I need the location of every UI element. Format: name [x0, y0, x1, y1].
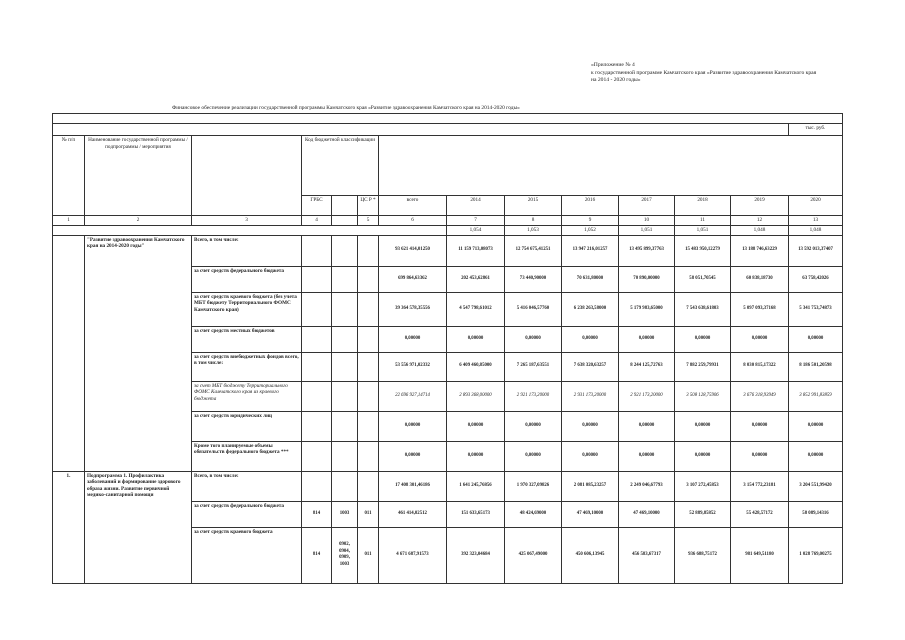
program-name: "Развитие здравоохранения Камчатского края на 2014-2020 годы" [85, 235, 192, 471]
top-border-cell [53, 114, 843, 124]
appendix-line-3: на 2014 - 2020 годы» [591, 77, 641, 84]
appendix-line-2: к государственной программе Камчатского края «Развитие здравоохранения Камчатского края [591, 69, 817, 76]
header-name: Наименование государственной программы / подпрограммы / мероприятия [85, 136, 192, 216]
table-row: за счет средств краевого бюджета (без учета МБТ бюджету Территориального ФОМС Камчатского края) 39 364 578,35556 4 547 798,61012 5 416 046,57760 6 238 263,58000 5 179 983,65000 7 543 638,61803 5 097 093,37168 5 341 753,74873 [53, 292, 843, 326]
table-row: за счет средств местных бюджетов 0,00000 0,00000 0,00000 0,00000 0,00000 0,00000 0,00000 0,00000 [53, 326, 843, 352]
column-numbers-row: 1 2 3 4 5 6 7 8 9 10 11 12 13 [53, 216, 843, 226]
header-total: всего [379, 196, 447, 216]
coefficients-row: 1,054 1,053 1,052 1,051 1,051 1,048 1,048 [53, 225, 843, 235]
table-row: Кроме того планируемые объемы обязательств федерального бюджета *** 0,00000 0,00000 0,00000 0,00000 0,00000 0,00000 0,00000 0,00000 [53, 441, 843, 471]
appendix-line-1: «Приложение № 4 [591, 62, 635, 68]
header-grbs: ГРБС [302, 196, 332, 216]
units-label: тыс. руб. [789, 124, 843, 136]
header-2018: 2018 [675, 196, 731, 216]
table-top-row [53, 114, 843, 124]
header-2017: 2017 [619, 196, 675, 216]
financing-table [52, 113, 843, 584]
document-title: Финансовое обеспечение реализации государственной программы Камчатского края «Развитие здравоохранения Камчатского края на 2014-2020 годы» [172, 105, 520, 111]
table-row: за счет средств федерального бюджета 699 864,63362 202 453,62861 73 440,90000 70 631,80000 70 890,00000 58 051,70545 60 838,18730 63 758,42026 [53, 266, 843, 292]
subprogram-1-num: 1. [53, 471, 85, 583]
header-2019: 2019 [731, 196, 789, 216]
table-row: "Развитие здравоохранения Камчатского края на 2014-2020 годы" Всего, в том числе: 93 621 414,01250 11 159 713,08073 12 754 675,41251 13 947 216,01257 13 495 899,37763 15 483 950,12279 13 188 746,63229 13 592 013,37407 [53, 235, 843, 266]
table-row: за счет МБТ бюджету Территориального ФОМС Камчатского края из краевого бюджета 22 696 927,14714 2 893 368,00000 2 921 173,20000 2 931 173,20000 2 921 173,20000 3 508 128,75906 3 676 318,93949 3 852 991,83859 [53, 381, 843, 411]
header-2020: 2020 [789, 196, 843, 216]
header-2014: 2014 [447, 196, 505, 216]
header-2016: 2016 [562, 196, 619, 216]
table-row: 1. Подпрограмма 1. Профилактика заболеваний и формирование здорового образа жизни. Развитие первичной медико-санитарной помощи Всего, в том числе: 17 408 301,46186 1 641 245,76856 1 970 327,09826 2 081 085,23257 2 249 046,67793 3 107 272,45853 3 154 772,23181 3 204 551,99420 [53, 471, 843, 501]
table-row: за счет средств федерального бюджета 814 1003 011 461 414,02512 151 633,65173 48 424,69000 47 469,10000 47 469,10000 52 889,85852 55 428,57172 58 089,14316 [53, 501, 843, 527]
subprogram-1-name: Подпрограмма 1. Профилактика заболеваний и формирование здорового образа жизни. Развитие первичной медико-санитарной помощи [85, 471, 192, 583]
table-row: за счет средств краевого бюджета 814 0902, 0904, 0909, 1003 011 4 671 687,91573 392 323,04684 425 067,49000 450 606,13945 456 583,67317 936 688,75172 981 649,51180 1 028 769,00275 [53, 527, 843, 583]
units-row [53, 124, 843, 136]
header-row [53, 136, 843, 196]
table-row: за счет средств юридических лиц 0,00000 0,00000 0,00000 0,00000 0,00000 0,00000 0,00000 0,00000 [53, 411, 843, 441]
appendix-note [591, 62, 891, 85]
header-num: № п/п [53, 136, 85, 216]
header-2015: 2015 [505, 196, 562, 216]
header-cs: ЦС Р * [358, 196, 379, 216]
header-code: Код бюджетной классификации [302, 136, 379, 196]
table-row: за счет средств внебюджетных фондов всего, в том числе: 53 556 971,02332 6 409 460,85000 7 265 187,63551 7 638 320,63257 8 244 125,72763 7 882 259,79931 8 030 815,17322 8 186 501,20598 [53, 352, 843, 381]
